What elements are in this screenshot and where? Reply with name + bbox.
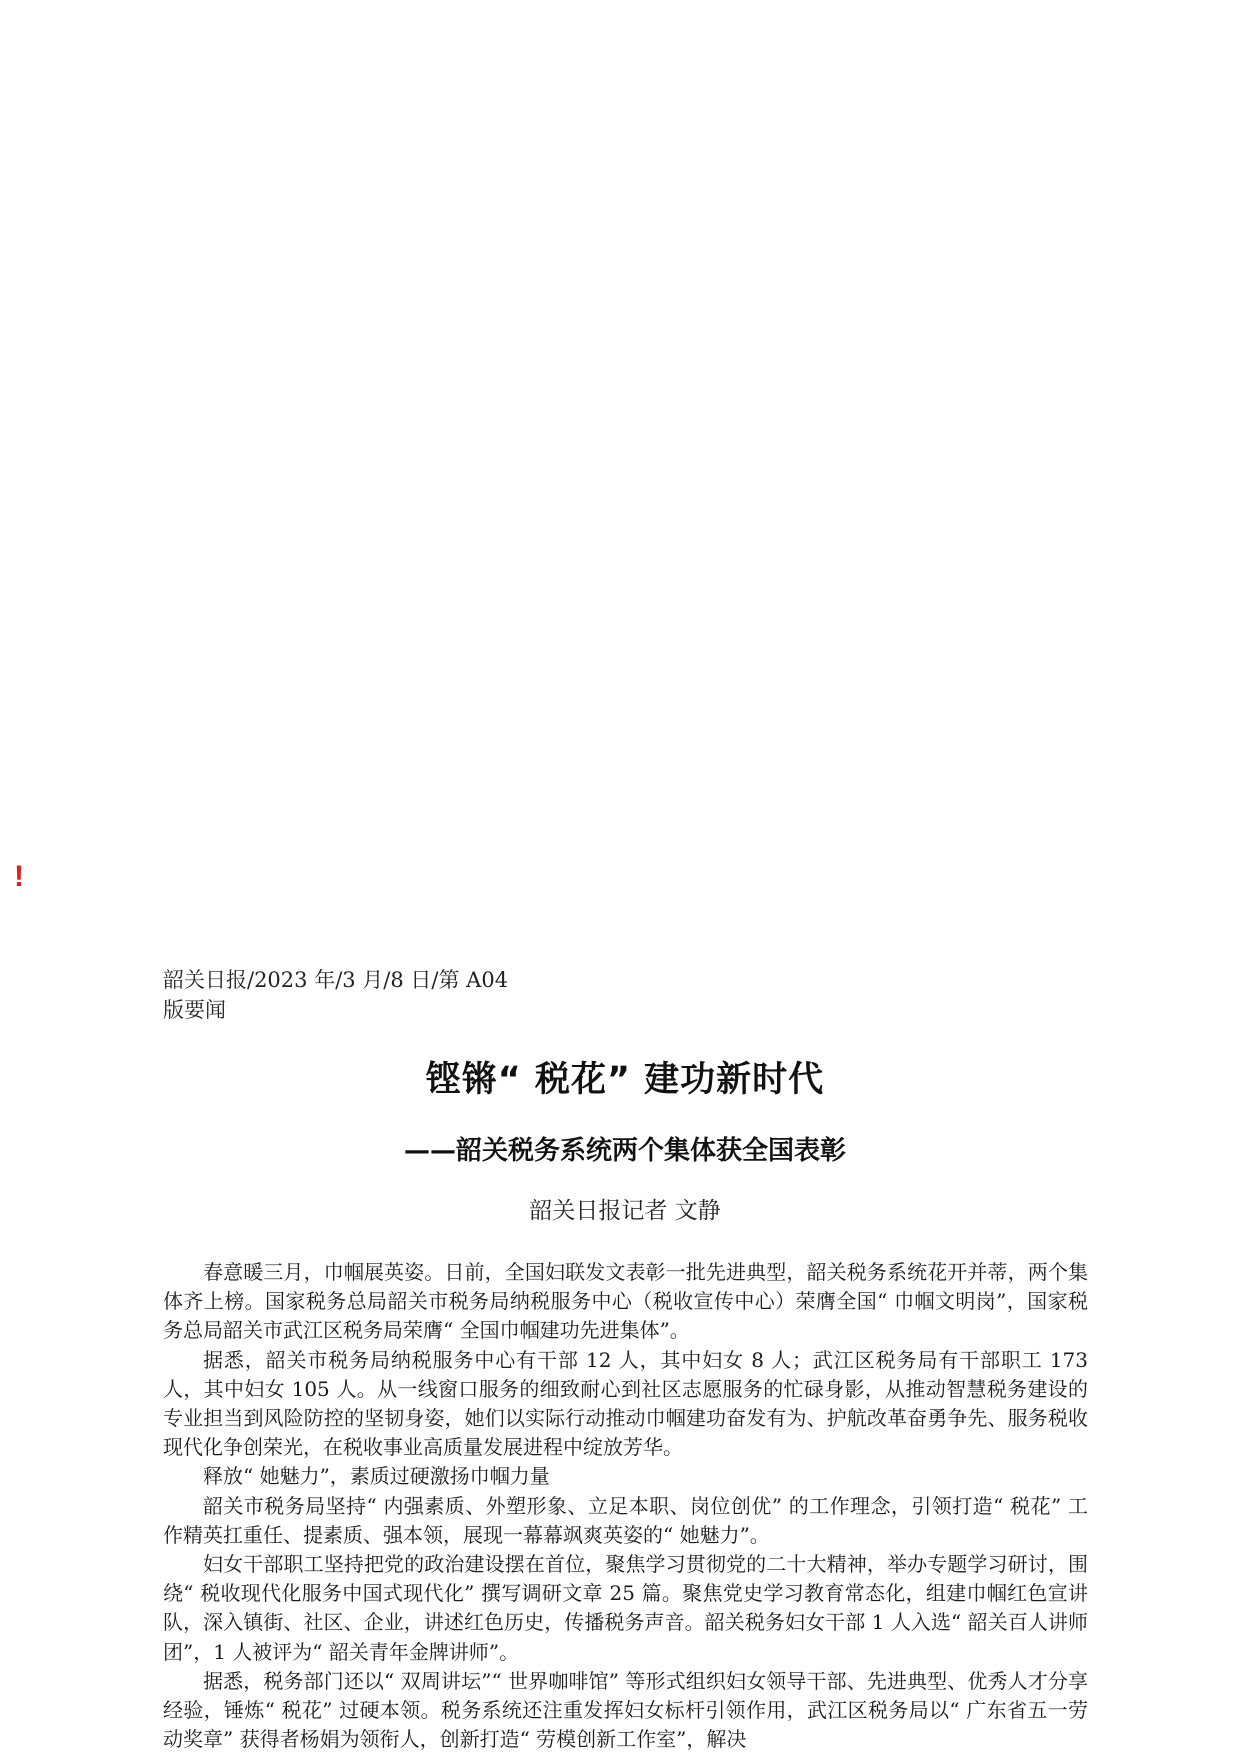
article-title: 铿锵“ 税花” 建功新时代 <box>425 1060 825 1100</box>
paragraph-1: 春意暖三月，巾帼展英姿。日前，全国妇联发文表彰一批先进典型，韶关税务系统花开并蒂，两个集体齐上榜。国家税务总局韶关市税务局纳税服务中心（税收宣传中心）荣膺全国“ 巾帼文明岗”，国家税务总局韶关市武江区税务局荣膺“ 全国巾帼建功先进集体”。 <box>163 1260 1088 1343</box>
article-subtitle: ——韶关税务系统两个集体获全国表彰 <box>403 1136 846 1166</box>
paragraph-5: 据悉，税务部门还以“ 双周讲坛”“ 世界咖啡馆” 等形式组织妇女领导干部、先进典型、优秀人才分享经验，锤炼“ 税花” 过硬本领。税务系统还注重发挥妇女标杆引领作用，武江区税务局以“ 广东省五一劳动奖章” 获得者杨娟为领衔人，创新打造“ 劳模创新工作室”，解决 <box>163 1668 1088 1752</box>
paragraph-3: 韶关市税务局坚持“ 内强素质、外塑形象、立足本职、岗位创优” 的工作理念，引领打造“ 税花” 工作精英扛重任、提素质、强本领，展现一幕幕飒爽英姿的“ 她魅力”。 <box>163 1493 1088 1547</box>
source-line <box>163 965 508 1025</box>
red-exclamation-mark: ! <box>14 860 24 893</box>
section-heading: 释放“ 她魅力”，素质过硬激扬巾帼力量 <box>203 1464 550 1489</box>
article-body <box>163 1258 1088 1754</box>
paragraph-2: 据悉，韶关市税务局纳税服务中心有干部 12 人，其中妇女 8 人；武江区税务局有干部职工 173 人，其中妇女 105 人。从一线窗口服务的细致耐心到社区志愿服务的忙碌身影，从推动智慧税务建设的专业担当到风险防控的坚韧身姿，她们以实际行动推动巾帼建功奋发有为、护航改革奋勇争先、服务税收现代化争创荣光，在税收事业高质量发展进程中绽放芳华。 <box>163 1347 1088 1460</box>
source-line-2: 版要闻 <box>163 998 226 1022</box>
paragraph-4: 妇女干部职工坚持把党的政治建设摆在首位，聚焦学习贯彻党的二十大精神，举办专题学习研讨，围绕“ 税收现代化服务中国式现代化” 撰写调研文章 25 篇。聚焦党史学习教育常态化，组建巾帼红色宣讲队，深入镇街、社区、企业，讲述红色历史，传播税务声音。韶关税务妇女干部 1 人入选“ 韶关百人讲师团”，1 人被评为“ 韶关青年金牌讲师”。 <box>163 1552 1088 1664</box>
article-byline: 韶关日报记者 文静 <box>529 1198 721 1224</box>
source-line-1: 韶关日报/2023 年/3 月/8 日/第 A04 <box>163 968 509 992</box>
